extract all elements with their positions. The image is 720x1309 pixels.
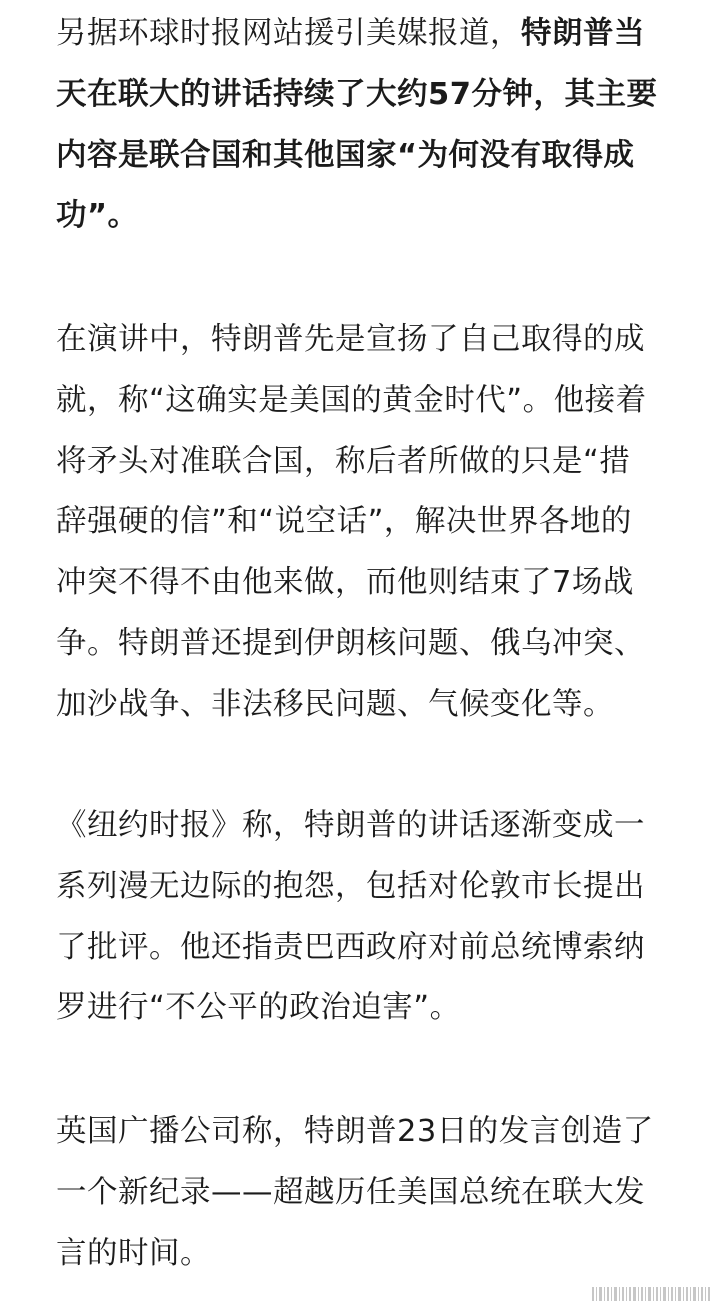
paragraph-3-line-1: 《纽约时报》称，特朗普的讲话逐渐变成一 [56,808,645,843]
paragraph-1 [56,4,676,247]
paragraph-3 [56,796,676,1039]
text-run-bold: 特朗普当 [521,16,645,51]
paragraph-1-line-4: 功”。 [56,198,139,234]
paragraph-3-line-4: 罗进行“不公平的政治迫害”。 [56,990,461,1026]
paragraph-2-line-1: 在演讲中，特朗普先是宣扬了自己取得的成 [56,322,645,357]
paragraph-3-line-3: 了批评。他还指责巴西政府对前总统博索纳 [56,929,645,965]
paragraph-4-line-3: 言的时间。 [56,1235,211,1271]
paragraph-1-line-1 [56,4,676,65]
paragraph-2-line-5: 冲突不得不由他来做，而他则结束了7场战 [56,565,634,601]
paragraph-4-line-1: 英国广播公司称，特朗普23日的发言创造了 [56,1114,654,1149]
paragraph-4 [56,1102,676,1284]
paragraph-3-line-2: 系列漫无边际的抱怨，包括对伦敦市长提出 [56,868,645,904]
paragraph-2-line-2: 就，称“这确实是美国的黄金时代”。他接着 [56,382,647,418]
paragraph-2-line-3: 将矛头对准联合国，称后者所做的只是“措 [56,443,631,479]
paragraph-4-line-2: 一个新纪录——超越历任美国总统在联大发 [56,1174,645,1210]
paragraph-2-line-6: 争。特朗普还提到伊朗核问题、俄乌冲突、 [56,625,645,661]
text-run: 另据环球时报网站援引美媒报道， [56,16,521,51]
barcode-watermark-icon [592,1285,710,1303]
paragraph-1-line-3: 内容是联合国和其他国家“为何没有取得成 [56,137,635,173]
paragraph-2-line-7: 加沙战争、非法移民问题、气候变化等。 [56,686,614,722]
paragraph-2 [56,310,676,736]
paragraph-2-line-4: 辞强硬的信”和“说空话”，解决世界各地的 [56,504,632,540]
paragraph-1-line-2: 天在联大的讲话持续了大约57分钟，其主要 [56,76,658,112]
